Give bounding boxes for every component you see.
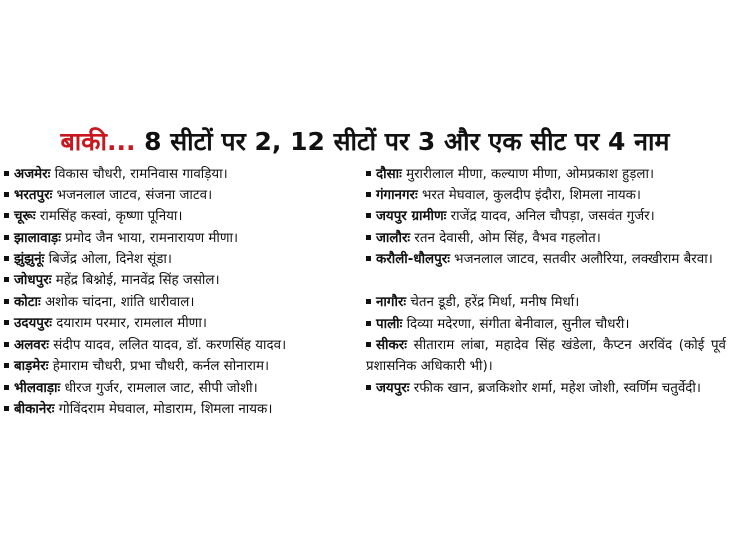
district-name: पालीः: [376, 317, 403, 332]
headline-lead: बाकी...: [60, 127, 136, 156]
bullet-icon: [366, 213, 371, 218]
district-name: कोटाः: [14, 295, 41, 310]
bullet-icon: [4, 299, 9, 304]
headline-rest: 8 सीटों पर 2, 12 सीटों पर 3 और एक सीट पर 4 नाम: [135, 127, 670, 156]
bullet-icon: [366, 192, 371, 197]
district-name: अलवरः: [14, 338, 49, 353]
bullet-icon: [4, 342, 9, 347]
headline: [0, 124, 730, 160]
bullet-icon: [366, 235, 371, 240]
candidate-names: सीताराम लांबा, महादेव सिंह खंडेला, कैप्टन अरविंद (कोई पूर्व प्रशासनिक अधिकारी भी)।: [366, 338, 726, 374]
district-name: जयपुरः: [376, 381, 410, 396]
bullet-icon: [4, 385, 9, 390]
candidate-names: विकास चौधरी, रामनिवास गावड़िया।: [50, 167, 228, 182]
district-name: झालावाड़ः: [14, 231, 61, 246]
list-item: [4, 313, 356, 334]
candidate-names: भजनलाल जाटव, सतवीर अलौरिया, लक्खीराम बैरवा।: [449, 252, 713, 267]
bullet-icon: [4, 277, 9, 282]
candidate-names: महेंद्र बिश्नोई, मानवेंद्र सिंह जसोल।: [51, 273, 220, 288]
candidate-names: बिजेंद्र ओला, दिनेश सूंडा।: [44, 252, 172, 267]
district-name: उदयपुरः: [14, 316, 53, 331]
candidate-names: चेतन डूडी, हरेंद्र मिर्धा, मनीष मिर्धा।: [406, 295, 580, 310]
bullet-icon: [4, 406, 9, 411]
bullet-icon: [4, 235, 9, 240]
candidate-names: धीरज गुर्जर, रामलाल जाट, सीपी जोशी।: [60, 381, 258, 396]
district-name: नागौरः: [376, 295, 407, 310]
list-item: [4, 399, 356, 420]
candidate-names: अशोक चांदना, शांति धारीवाल।: [40, 295, 195, 310]
list-item: [4, 356, 356, 377]
district-name: जयपुर ग्रामीणः: [376, 209, 447, 224]
candidate-names: संदीप यादव, ललित यादव, डॉ. करणसिंह यादव।: [48, 338, 287, 353]
candidate-names: दिव्या मदेरणा, संगीता बेनीवाल, सुनील चौधरी।: [402, 317, 630, 332]
candidate-names: दयाराम परमार, रामलाल मीणा।: [52, 316, 207, 331]
candidate-names: भरत मेघवाल, कुलदीप इंदौरा, शिमला नायक।: [417, 188, 641, 203]
district-name: भरतपुरः: [14, 188, 53, 203]
bullet-icon: [366, 256, 371, 261]
candidate-names: राजेंद्र यादव, अनिल चौपड़ा, जसवंत गुर्जर।: [446, 209, 655, 224]
bullet-icon: [366, 321, 371, 326]
district-name: झुंझुनूंः: [14, 252, 45, 267]
bullet-icon: [4, 171, 9, 176]
bullet-icon: [4, 320, 9, 325]
list-item: [366, 314, 726, 335]
bullet-icon: [366, 385, 371, 390]
list-item: [366, 228, 726, 249]
list-item: [4, 270, 356, 291]
bullet-icon: [366, 171, 371, 176]
list-item: [366, 378, 726, 399]
district-name: बाड़मेरः: [14, 359, 49, 374]
list-item: [366, 335, 726, 377]
list-item: [4, 249, 356, 270]
district-name: चूरूः: [14, 209, 36, 224]
district-name: बीकानेरः: [14, 402, 55, 417]
bullet-icon: [4, 363, 9, 368]
candidate-names: रामसिंह कस्वां, कृष्णा पूनिया।: [35, 209, 183, 224]
district-name: जालौरः: [376, 231, 411, 246]
candidate-names: प्रमोद जैन भाया, रामनारायण मीणा।: [60, 231, 239, 246]
list-item: [4, 228, 356, 249]
bullet-icon: [4, 192, 9, 197]
list-item: [366, 249, 726, 270]
district-name: जोधपुरः: [14, 273, 52, 288]
list-item: [4, 185, 356, 206]
district-name: अजमेरः: [14, 167, 51, 182]
bullet-icon: [4, 213, 9, 218]
list-item: [4, 378, 356, 399]
list-item: [366, 185, 726, 206]
district-name: गंगानगरः: [376, 188, 418, 203]
district-name: करौली-धौलपुरः: [376, 252, 450, 267]
bullet-icon: [366, 342, 371, 347]
list-item: [4, 164, 356, 185]
list-item: [366, 292, 726, 313]
candidate-names: रतन देवासी, ओम सिंह, वैभव गहलोत।: [410, 231, 601, 246]
candidate-names: भजनलाल जाटव, संजना जाटव।: [52, 188, 213, 203]
list-item: [4, 206, 356, 227]
candidate-names: रफीक खान, ब्रजकिशोर शर्मा, महेश जोशी, स्वर्णिम चतुर्वेदी।: [409, 381, 701, 396]
bullet-icon: [4, 256, 9, 261]
list-item: [366, 206, 726, 227]
bullet-icon: [366, 299, 371, 304]
district-name: सीकरः: [376, 338, 407, 353]
list-item: [4, 292, 356, 313]
candidate-names: गोविंदराम मेघवाल, मोडाराम, शिमला नायक।: [54, 402, 273, 417]
candidate-names: हेमाराम चौधरी, प्रभा चौधरी, कर्नल सोनाराम।: [48, 359, 270, 374]
candidate-names: मुरारीलाल मीणा, कल्याण मीणा, ओमप्रकाश हुड़ला।: [401, 167, 655, 182]
district-name: भीलवाड़ाः: [14, 381, 61, 396]
list-item: [366, 164, 726, 185]
list-item: [4, 335, 356, 356]
district-name: दौसाः: [376, 167, 402, 182]
